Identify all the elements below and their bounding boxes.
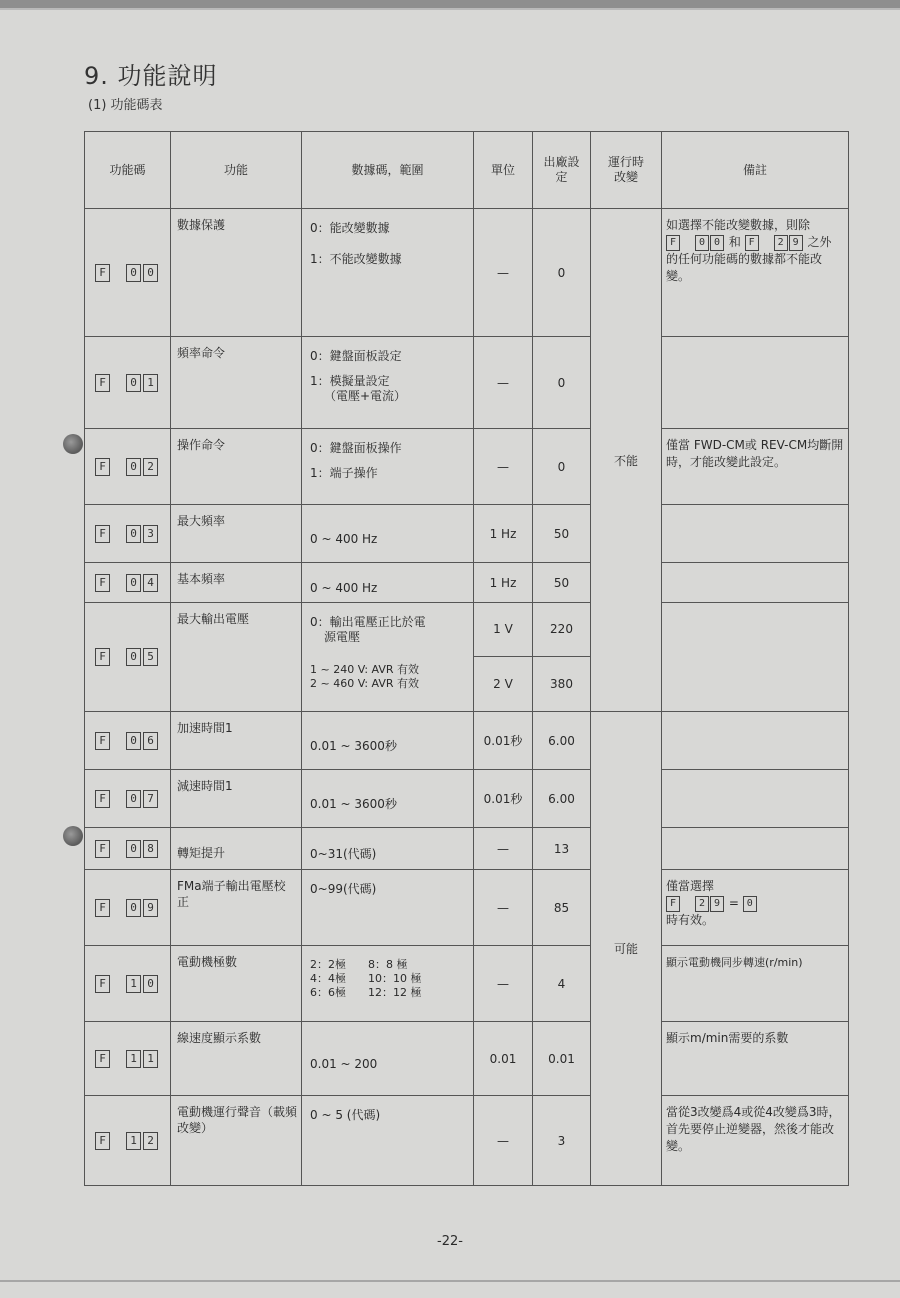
lcd-digit: F [95,975,110,993]
default-value: 220 [533,603,590,657]
lcd-digit: 1 [143,1050,158,1068]
unit-cell: — [474,946,533,1022]
lcd-digit: 0 [126,574,141,592]
table-row [85,505,849,563]
data-line: （電壓+電流） [324,389,407,403]
note-display-value [743,896,758,912]
function-cell: 轉矩提升 [171,828,302,870]
lcd-digit: 1 [126,1132,141,1150]
lcd-digit: 2 [143,458,158,476]
lcd-digit: F [95,264,110,282]
header-note: 備註 [662,132,849,209]
note-text: 時有效。 [666,913,715,927]
table-row [85,1096,849,1186]
note-text: 的任何功能碼的數據都不能改變。 [666,252,823,283]
note-cell [662,603,849,712]
data-cell [302,337,474,429]
note-code-f29 [666,896,725,912]
default-cell: 50 [533,505,591,563]
data-line: 0：能改變數據 [310,221,390,235]
lcd-digit: 0 [126,264,141,282]
run-change-cell-allowed [591,712,662,1186]
unit-cell: — [474,337,533,429]
table-row [85,429,849,505]
section-title: 9. 功能說明 [84,62,218,90]
lcd-code [95,840,160,858]
default-cell: 6.00 [533,712,591,770]
code-cell [85,1096,171,1186]
function-cell: 基本頻率 [171,563,302,603]
unit-value: 2 V [493,677,513,691]
lcd-code [95,899,160,917]
lcd-digit: F [95,1132,110,1150]
run-change-allowed: 可能 [613,942,638,956]
data-cell: 0.01 ~ 3600秒 [302,712,474,770]
data-cell: 0~31(代碼) [302,828,474,870]
default-cell: 0 [533,337,591,429]
data-cell: 0 ~ 5 (代碼) [302,1096,474,1186]
default-cell [533,603,591,712]
data-cell: 0 ~ 400 Hz [302,563,474,603]
header-function: 功能 [171,132,302,209]
lcd-digit: 9 [789,235,803,251]
lcd-code [95,525,160,543]
unit-cell: — [474,1096,533,1186]
note-cell [662,828,849,870]
lcd-digit: 0 [126,899,141,917]
function-cell: FMa端子輸出電壓校正 [171,870,302,946]
data-line: 1：模擬量設定 [310,374,390,388]
lcd-digit: F [666,235,680,251]
data-line: 4：4極 10：10 極 [310,972,422,985]
lcd-digit: 2 [774,235,788,251]
header-unit: 單位 [474,132,533,209]
lcd-digit: 0 [143,975,158,993]
code-cell [85,429,171,505]
lcd-digit: F [95,374,110,392]
code-cell [85,563,171,603]
lcd-digit: F [95,648,110,666]
function-cell: 電動機極數 [171,946,302,1022]
header-run-change: 運行時改變 [591,132,662,209]
lcd-code [95,648,160,666]
data-line: 源電壓 [324,630,361,644]
code-cell [85,870,171,946]
default-cell: 0.01 [533,1022,591,1096]
table-row [85,563,849,603]
lcd-code [95,1132,160,1150]
lcd-digit: 0 [695,235,709,251]
lcd-digit: 0 [143,264,158,282]
table-row [85,209,849,337]
code-cell [85,337,171,429]
lcd-digit: F [745,235,759,251]
function-cell: 線速度顯示系數 [171,1022,302,1096]
note-text: 和 [728,235,741,249]
scan-top-edge [0,0,900,8]
default-cell: 6.00 [533,770,591,828]
note-cell [662,870,849,946]
lcd-digit: F [95,732,110,750]
lcd-digit: 1 [126,975,141,993]
lcd-digit: F [95,525,110,543]
lcd-digit: 0 [126,374,141,392]
table-row [85,1022,849,1096]
lcd-digit: 2 [695,896,709,912]
data-line: 2：2極 8：8 極 [310,958,408,971]
default-value: 380 [550,677,573,691]
lcd-digit: 5 [143,648,158,666]
table-row [85,337,849,429]
code-cell [85,946,171,1022]
lcd-digit: 0 [126,790,141,808]
data-line: 2 ~ 460 V: AVR 有效 [310,677,420,690]
function-cell: 頻率命令 [171,337,302,429]
note-cell [662,505,849,563]
data-cell: 0.01 ~ 3600秒 [302,770,474,828]
note-code-f29 [745,235,804,251]
lcd-digit: 4 [143,574,158,592]
function-cell: 操作命令 [171,429,302,505]
lcd-digit: F [95,574,110,592]
unit-cell: 0.01 [474,1022,533,1096]
default-cell: 85 [533,870,591,946]
lcd-digit: 9 [143,899,158,917]
function-code-table [84,131,849,1186]
code-cell [85,1022,171,1096]
data-cell [302,429,474,505]
data-line: 0：鍵盤面板操作 [310,441,402,455]
unit-cell: — [474,429,533,505]
note-cell [662,712,849,770]
lcd-digit: 0 [743,896,757,912]
binder-hole-bottom [63,826,83,846]
run-change-cell-locked [591,209,662,712]
lcd-code [95,1050,160,1068]
unit-cell: — [474,828,533,870]
lcd-digit: 3 [143,525,158,543]
function-cell: 最大輸出電壓 [171,603,302,712]
scan-top-line [0,8,900,10]
table-row [85,946,849,1022]
unit-cell: — [474,209,533,337]
data-line: 1：端子操作 [310,466,378,480]
default-cell: 4 [533,946,591,1022]
lcd-digit: 0 [126,732,141,750]
note-code-f00 [666,235,725,251]
lcd-digit: F [95,899,110,917]
lcd-code [95,574,160,592]
lcd-digit: 7 [143,790,158,808]
lcd-digit: 9 [710,896,724,912]
default-cell: 3 [533,1096,591,1186]
binder-hole-top [63,434,83,454]
lcd-code [95,374,160,392]
scan-bottom-line [0,1280,900,1282]
note-cell [662,770,849,828]
lcd-digit: 2 [143,1132,158,1150]
function-cell: 電動機運行聲音（載頻改變） [171,1096,302,1186]
function-cell: 加速時間1 [171,712,302,770]
lcd-digit: 0 [710,235,724,251]
table-row [85,603,849,712]
lcd-digit: F [666,896,680,912]
data-cell: 0 ~ 400 Hz [302,505,474,563]
note-cell: 顯示電動機同步轉速(r/min) [662,946,849,1022]
code-cell [85,603,171,712]
code-cell [85,828,171,870]
lcd-digit: F [95,458,110,476]
data-cell [302,946,474,1022]
page-number: -22- [437,1234,463,1249]
note-cell [662,563,849,603]
lcd-digit: 1 [143,374,158,392]
code-cell [85,209,171,337]
unit-cell: 0.01秒 [474,770,533,828]
lcd-code [95,732,160,750]
table-header-row [85,132,849,209]
lcd-digit: 0 [126,458,141,476]
table-row [85,770,849,828]
lcd-digit: F [95,790,110,808]
header-data: 數據碼，範圍 [302,132,474,209]
lcd-code [95,458,160,476]
note-cell: 顯示m/min需要的系數 [662,1022,849,1096]
subsection-title: (1) 功能碼表 [88,98,163,113]
data-cell: 0~99(代碼) [302,870,474,946]
note-cell [662,337,849,429]
data-line: 1 ~ 240 V: AVR 有效 [310,663,420,676]
table-row [85,712,849,770]
default-cell: 50 [533,563,591,603]
lcd-digit: 8 [143,840,158,858]
table-row [85,828,849,870]
data-line: 0：輸出電壓正比於電 [310,615,426,629]
unit-cell: 0.01秒 [474,712,533,770]
lcd-digit: F [95,1050,110,1068]
note-text: 如選擇不能改變數據，則除 [666,218,811,232]
function-cell: 減速時間1 [171,770,302,828]
function-cell: 最大頻率 [171,505,302,563]
lcd-code [95,975,160,993]
data-line: 1：不能改變數據 [310,252,402,266]
note-text: 僅當選擇 [666,879,715,893]
lcd-digit: 0 [126,648,141,666]
table-row [85,870,849,946]
unit-value: 1 V [474,603,532,657]
note-cell: 當從3改變爲4或從4改變爲3時，首先要停止逆變器，然後才能改變。 [662,1096,849,1186]
default-cell: 0 [533,209,591,337]
data-line: 6：6極 12：12 極 [310,986,422,999]
data-cell [302,209,474,337]
lcd-code [95,790,160,808]
note-cell [662,209,849,337]
function-cell: 數據保護 [171,209,302,337]
default-cell: 13 [533,828,591,870]
run-change-locked: 不能 [613,453,638,468]
data-cell: 0.01 ~ 200 [302,1022,474,1096]
lcd-digit: 6 [143,732,158,750]
header-code: 功能碼 [85,132,171,209]
lcd-digit: F [95,840,110,858]
data-cell [302,603,474,712]
lcd-code [95,264,160,282]
code-cell [85,712,171,770]
data-line: 0：鍵盤面板設定 [310,349,402,363]
unit-cell: 1 Hz [474,563,533,603]
lcd-digit: 1 [126,1050,141,1068]
lcd-digit: 0 [126,840,141,858]
code-cell [85,505,171,563]
default-cell: 0 [533,429,591,505]
note-cell: 僅當 FWD-CM或 REV-CM均斷開時，才能改變此設定。 [662,429,849,505]
code-cell [85,770,171,828]
lcd-digit: 0 [126,525,141,543]
header-default: 出廠設定 [533,132,591,209]
unit-cell: — [474,870,533,946]
note-text: = [728,896,739,910]
unit-cell: 1 Hz [474,505,533,563]
note-text: 之外 [807,235,832,249]
unit-cell [474,603,533,712]
